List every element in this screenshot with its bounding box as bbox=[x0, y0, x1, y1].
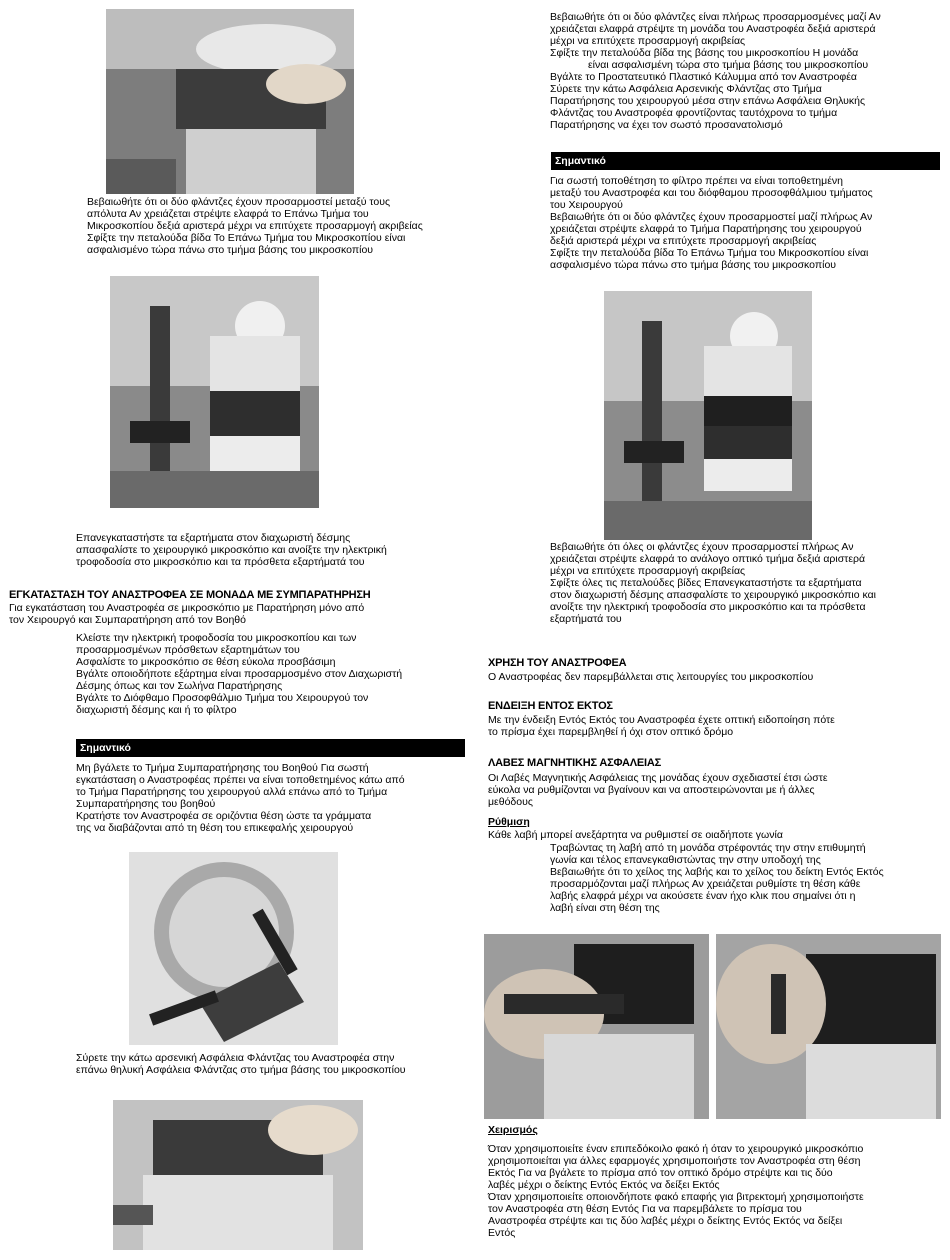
text-line: απόλυτα Αν χρειάζεται στρέψτε ελαφρά το Επάνω Τμήμα του bbox=[87, 208, 369, 220]
text-line: επάνω θηλυκή Ασφάλεια Φλάντζας στο τμήμα βάσης του μικροσκοπίου bbox=[76, 1064, 406, 1076]
text-line: Με την ένδειξη Εντός Εκτός του Αναστροφέα έχετε οπτική ειδοποίηση πότε bbox=[488, 714, 835, 726]
step-line: Βγάλτε το Διόφθαμο Προσοφθάλμιο Τμήμα του Χειρουργού τον bbox=[76, 692, 369, 704]
text-line: Αναστροφέα στρέψτε και τις δύο λαβές μέχρι ο δείκτης Εντός Εκτός να δείξει bbox=[488, 1215, 843, 1227]
text-line: Σφίξτε την πεταλούδα βίδα Το Επάνω Τμήμα του Μικροσκοπίου είναι bbox=[87, 232, 406, 244]
step-line: προσαρμόζονται μαζί πλήρως Αν χρειάζεται ρυθμίστε τη θέση κάθε bbox=[550, 878, 861, 890]
left-paragraph-1 bbox=[87, 196, 447, 256]
text-line: Παρατήρησης να έχει τον σωστό προσανατολισμό bbox=[550, 119, 783, 131]
text-line: Σύρετε την κάτω αρσενική Ασφάλεια Φλάντζας του Αναστροφέα στην bbox=[76, 1052, 395, 1064]
step-line: λαβής ελαφρά μέχρι να ακούσετε έναν ήχο κλικ που σημαίνει ότι η bbox=[550, 890, 856, 902]
subheading-adjustment: Ρύθμιση bbox=[488, 816, 530, 828]
text-line: είναι ασφαλισμένη τώρα στο τμήμα βάσης του μικροσκοπίου bbox=[588, 59, 869, 71]
text-line: το Τμήμα Παρατήρησης του χειρουργού αλλά επάνω από το Τμήμα bbox=[76, 786, 388, 798]
indicator-text bbox=[488, 714, 943, 738]
text-line: εγκατάσταση ο Αναστροφέας πρέπει να είναι τοποθετημένος κάτω από bbox=[76, 774, 405, 786]
text-line: της να διαβάζονται από τη θέση του επικεφαλής χειρουργού bbox=[76, 822, 354, 834]
text-line: εξαρτήματά του bbox=[550, 613, 622, 625]
text-line: δεξιά αριστερά μέχρι να επιτύχετε προσαρμογή ακριβείας bbox=[550, 235, 817, 247]
left-important-note bbox=[76, 762, 466, 834]
left-paragraph-2 bbox=[76, 532, 456, 568]
text-line: Όταν χρησιμοποιείτε έναν επιπεδόκοιλο φακό ή όταν το χειρουργικό μικροσκόπιο bbox=[488, 1143, 864, 1155]
text-line: τον Χειρουργό και Συμπαρατήρηση από τον Βοηθό bbox=[9, 614, 246, 626]
text-line: του Χειρουργού bbox=[550, 199, 623, 211]
important-bar-left: Σημαντικό bbox=[76, 739, 465, 757]
step-line: διαχωριστή δέσμης και ή το φίλτρο bbox=[76, 704, 237, 716]
text-line: χρησιμοποιείται για άλλες εφαρμογές χρησιμοποιήστε τον Αναστροφέα στη θέση bbox=[488, 1155, 861, 1167]
step-line: Βεβαιωθήτε ότι το χείλος της λαβής και το χείλος του δείκτη Εντός Εκτός bbox=[550, 866, 884, 878]
left-steps bbox=[76, 632, 466, 716]
text-line: εύκολα να ρυθμίζονται να βγαίνουν και να αποστειρώνονται με ή άλλες bbox=[488, 784, 815, 796]
text-line: Για σωστή τοποθέτηση το φίλτρο πρέπει να είναι τοποθετημένη bbox=[550, 175, 843, 187]
text-line: ανοίξτε την ηλεκτρική τροφοδοσία στο μικροσκόπιο και τα πρόσθετα bbox=[550, 601, 866, 613]
text-line: στον διαχωριστή δέσμης απασφαλίστε το χειρουργικό μικροσκόπιο και bbox=[550, 589, 876, 601]
photo-illustration bbox=[484, 934, 709, 1119]
text-line: Φλάντζας του Αναστροφέα φροντίζοντας ταυτόχρονα το τμήμα bbox=[550, 107, 838, 119]
text-line: Βεβαιωθήτε ότι οι δύο φλάντζες έχουν προσαρμοστεί μεταξύ τους bbox=[87, 196, 391, 208]
step-line: Τραβώντας τη λαβή από τη μονάδα στρέφοντάς την στην επιθυμητή bbox=[550, 842, 866, 854]
text-line: Βεβαιωθήτε ότι οι δύο φλάντζες έχουν προσαρμοστεί μαζί πλήρως Αν bbox=[550, 211, 873, 223]
photo-microscope-with-inverter bbox=[604, 291, 812, 540]
text-line: απασφαλίστε το χειρουργικό μικροσκόπιο και ανοίξτε την ηλεκτρική bbox=[76, 544, 387, 556]
text-line: μεθόδους bbox=[488, 796, 533, 808]
operation-text bbox=[488, 1143, 943, 1239]
text-line: Παρατήρησης του χειρουργού μέσα στην επάνω Ασφάλεια Θηλυκής bbox=[550, 95, 866, 107]
text-line: μέχρι να επιτύχετε προσαρμογή ακριβείας bbox=[550, 565, 746, 577]
text-line: μέχρι να επιτύχετε προσαρμογή ακριβείας bbox=[550, 35, 746, 47]
important-bar-right: Σημαντικό bbox=[551, 152, 940, 170]
photo-illustration bbox=[129, 852, 338, 1045]
text-line: Εντός bbox=[488, 1227, 516, 1239]
text-line: Όταν χρησιμοποιείτε οποιονδήποτε φακό επαφής για βιτρεκτομή χρησιμοποιήστε bbox=[488, 1191, 864, 1203]
text-line: Σύρετε την κάτω Ασφάλεια Αρσενικής Φλάντζας στο Τμήμα bbox=[550, 83, 822, 95]
text-line: Βεβαιωθήτε ότι όλες οι φλάντζες έχουν προσαρμοστεί πλήρως Αν bbox=[550, 541, 854, 553]
text-line: Σφίξτε την πεταλούδα βίδα της βάσης του μικροσκοπίου Η μονάδα bbox=[550, 47, 859, 59]
text-line: τροφοδοσία στο μικροσκόπιο και τα πρόσθετα εξαρτήματά του bbox=[76, 556, 365, 568]
step-line: Δέσμης όπως και τον Σωλήνα Παρατήρησης bbox=[76, 680, 283, 692]
step-line: Ασφαλίστε το μικροσκόπιο σε θέση εύκολα προσβάσιμη bbox=[76, 656, 336, 668]
step-line: προσαρμοσμένων πρόσθετων εξαρτημάτων του bbox=[76, 644, 300, 656]
text-line: Επανεγκαταστήστε τα εξαρτήματα στον διαχωριστή δέσμης bbox=[76, 532, 351, 544]
text-line: χρειάζεται στρέψτε ελαφρά το ανάλογο οπτικό τμήμα δεξιά αριστερά bbox=[550, 553, 866, 565]
text-line: Μη βγάλετε το Τμήμα Συμπαρατήρησης του Βοηθού Για σωστή bbox=[76, 762, 369, 774]
text-line: χρειάζεται στρέψτε ελαφρά το Τμήμα Παρατήρησης του χειρουργού bbox=[550, 223, 862, 235]
photo-inverter-unit bbox=[129, 852, 338, 1045]
subheading-operation: Χειρισμός bbox=[488, 1124, 538, 1136]
section-heading-indicator: ΕΝΔΕΙΞΗ ΕΝΤΟΣ ΕΚΤΟΣ bbox=[488, 700, 613, 712]
step-line: Βγάλτε οποιοδήποτε εξάρτημα είναι προσαρμοσμένο στον Διαχωριστή bbox=[76, 668, 403, 680]
photo-illustration bbox=[110, 276, 319, 508]
adjustment-text bbox=[488, 829, 943, 841]
section-heading-installation: ΕΓΚΑΤΑΣΤΑΣΗ ΤΟΥ ΑΝΑΣΤΡΟΦΕΑ ΣΕ ΜΟΝΑΔΑ ΜΕ ΣΥΜΠΑΡΑΤΗΡΗΣΗ bbox=[9, 589, 371, 601]
photo-illustration bbox=[113, 1100, 363, 1250]
use-text: Ο Αναστροφέας δεν παρεμβάλλεται στις λειτουργίες του μικροσκοπίου bbox=[488, 671, 814, 683]
text-line: ασφαλισμένο τώρα πάνω στο τμήμα βάσης του μικροσκοπίου bbox=[550, 259, 837, 271]
text-line: χρειάζεται ελαφρά στρέψτε τη μονάδα του Αναστροφέα δεξιά αριστερά bbox=[550, 23, 876, 35]
right-paragraph-2 bbox=[550, 541, 945, 625]
photo-microscope-top-assembly bbox=[106, 9, 354, 194]
text-line: Βεβαιωθήτε ότι οι δύο φλάντζες είναι πλήρως προσαρμοσμένες μαζί Αν bbox=[550, 11, 881, 23]
step-line: λαβή είναι στη θέση της bbox=[550, 902, 660, 914]
right-paragraph-1 bbox=[550, 11, 945, 131]
right-important-note bbox=[550, 175, 945, 271]
text-line: Σφίξτε την πεταλούδα βίδα Το Επάνω Τμήμα του Μικροσκοπίου είναι bbox=[550, 247, 869, 259]
photo-flange-insertion bbox=[113, 1100, 363, 1250]
photo-illustration bbox=[106, 9, 354, 194]
text-line: Κάθε λαβή μπορεί ανεξάρτητα να ρυθμιστεί σε οιαδήποτε γωνία bbox=[488, 829, 783, 841]
levers-text bbox=[488, 772, 943, 808]
text-line: το πρίσμα έχει παρεμβληθεί ή όχι στον οπτικό δρόμο bbox=[488, 726, 734, 738]
left-intro bbox=[9, 602, 469, 626]
photo-illustration bbox=[604, 291, 812, 540]
text-line: Βγάλτε το Προστατευτικό Πλαστικό Κάλυμμα από τον Αναστροφέα bbox=[550, 71, 857, 83]
photo-lever-left bbox=[484, 934, 709, 1119]
step-line: γωνία και τέλος επανεγκαθιστώντας την στην υποδοχή της bbox=[550, 854, 821, 866]
text-line: Εκτός Για να βγάλετε το πρίσμα από τον οπτικό δρόμο στρέψτε και τις δύο bbox=[488, 1167, 833, 1179]
adjustment-steps bbox=[550, 842, 945, 914]
photo-illustration bbox=[716, 934, 941, 1119]
step-line: Κλείστε την ηλεκτρική τροφοδοσία του μικροσκοπίου και των bbox=[76, 632, 357, 644]
text-line: Σφίξτε όλες τις πεταλούδες βίδες Επανεγκαταστήστε τα εξαρτήματα bbox=[550, 577, 862, 589]
text-line: Συμπαρατήρησης του βοηθού bbox=[76, 798, 216, 810]
text-line: ασφαλισμένο τώρα πάνω στο τμήμα βάσης του μικροσκοπίου bbox=[87, 244, 374, 256]
section-heading-use: ΧΡΗΣΗ ΤΟΥ ΑΝΑΣΤΡΟΦΕΑ bbox=[488, 657, 627, 669]
text-line: Κρατήστε τον Αναστροφέα σε οριζόντια θέση ώστε τα γράμματα bbox=[76, 810, 372, 822]
text-line: τον Αναστροφέα στη θέση Εντός Για να παρεμβάλετε το πρίσμα του bbox=[488, 1203, 802, 1215]
text-line: λαβές μέχρι ο δείκτης Εντός Εκτός να δείξει Εκτός bbox=[488, 1179, 720, 1191]
text-line: μεταξύ του Αναστροφέα και του διόφθαμου προσοφθάλμιου τμήματος bbox=[550, 187, 873, 199]
photo-microscope-assembled bbox=[110, 276, 319, 508]
section-heading-levers: ΛΑΒΕΣ ΜΑΓΝΗΤΙΚΗΣ ΑΣΦΑΛΕΙΑΣ bbox=[488, 757, 662, 769]
left-paragraph-3 bbox=[76, 1052, 466, 1076]
text-line: Μικροσκοπίου δεξιά αριστερά μέχρι να επιτύχετε προσαρμογή ακριβείας bbox=[87, 220, 423, 232]
text-line: Οι Λαβές Μαγνητικής Ασφάλειας της μονάδας έχουν σχεδιαστεί έτσι ώστε bbox=[488, 772, 828, 784]
photo-lever-right bbox=[716, 934, 941, 1119]
text-line: Για εγκατάσταση του Αναστροφέα σε μικροσκόπιο με Παρατήρηση μόνο από bbox=[9, 602, 365, 614]
